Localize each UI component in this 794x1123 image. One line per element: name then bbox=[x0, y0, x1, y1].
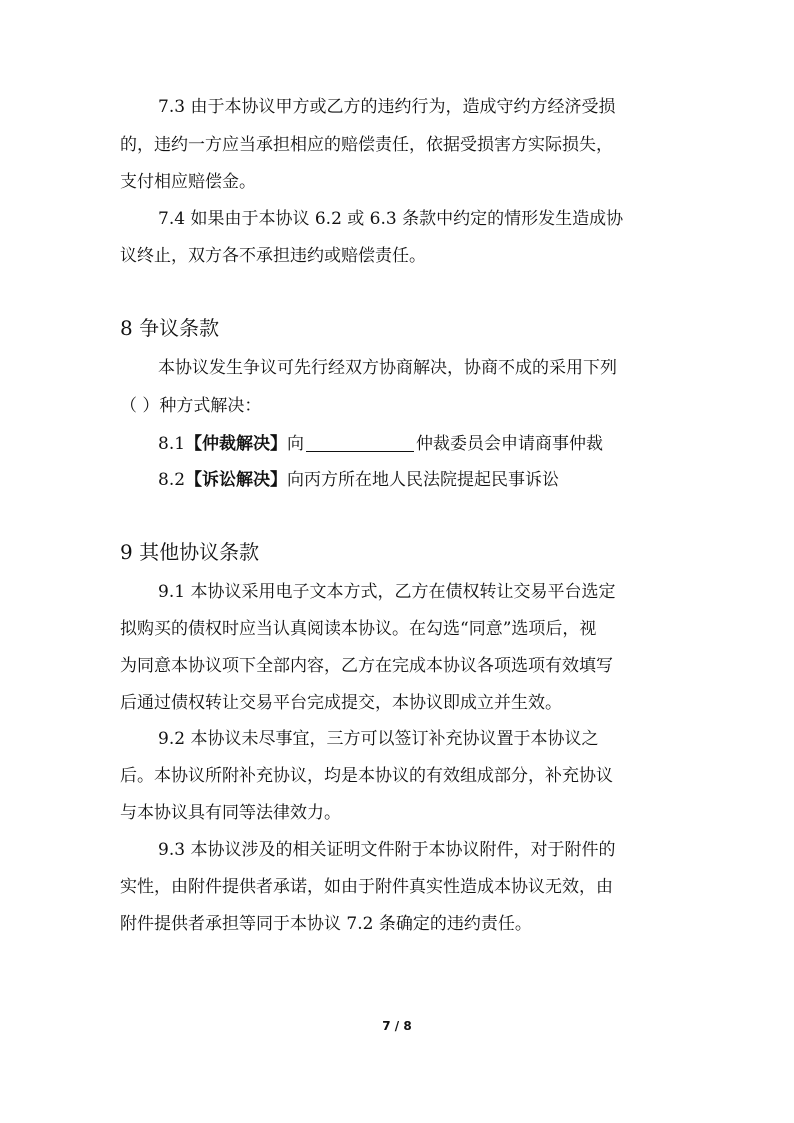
clause-8-1-post: 仲裁委员会申请商事仲裁 bbox=[416, 434, 604, 454]
clause-9-1-line-4: 后通过债权转让交易平台完成提交，本协议即成立并生效。 bbox=[120, 693, 562, 713]
clause-8-2-tag: 【诉讼解决】 bbox=[185, 470, 288, 490]
section-8-intro-line-2: （ ）种方式解决： bbox=[120, 396, 262, 416]
clause-8-1-number: 8.1 bbox=[158, 434, 186, 454]
clause-8-2-text: 向丙方所在地人民法院提起民事诉讼 bbox=[287, 470, 560, 490]
clause-8-2 bbox=[158, 470, 559, 490]
clause-7-3-line-2: 的，违约一方应当承担相应的赔偿责任，依据受损害方实际损失， bbox=[120, 135, 613, 155]
section-8-intro-line-1: 本协议发生争议可先行经双方协商解决，协商不成的采用下列 bbox=[158, 358, 617, 378]
clause-8-1-tag: 【仲裁解决】 bbox=[185, 434, 288, 454]
page-number: 7 / 8 bbox=[382, 1019, 412, 1033]
clause-7-4-line-2: 议终止，双方各不承担违约或赔偿责任。 bbox=[120, 246, 426, 266]
clause-9-2-line-3: 与本协议具有同等法律效力。 bbox=[120, 803, 341, 823]
clause-7-3-line-3: 支付相应赔偿金。 bbox=[120, 172, 256, 192]
clause-8-2-number: 8.2 bbox=[158, 470, 186, 490]
clause-9-1-line-2: 拟购买的债权时应当认真阅读本协议。在勾选“同意”选项后，视 bbox=[120, 619, 597, 639]
clause-8-1 bbox=[158, 433, 603, 454]
clause-9-2-line-2: 后。本协议所附补充协议，均是本协议的有效组成部分，补充协议 bbox=[120, 766, 613, 786]
arbitration-blank-field[interactable] bbox=[306, 433, 414, 452]
clause-9-1-line-3: 为同意本协议项下全部内容，乙方在完成本协议各项选项有效填写 bbox=[120, 656, 613, 676]
clause-7-4-line-1: 7.4 如果由于本协议 6.2 或 6.3 条款中约定的情形发生造成协 bbox=[158, 209, 624, 229]
clause-9-3-line-1: 9.3 本协议涉及的相关证明文件附于本协议附件，对于附件的 bbox=[158, 840, 616, 860]
clause-7-3-line-1: 7.3 由于本协议甲方或乙方的违约行为，造成守约方经济受损 bbox=[158, 97, 616, 117]
clause-9-2-line-1: 9.2 本协议未尽事宜，三方可以签订补充协议置于本协议之 bbox=[158, 729, 599, 749]
clause-8-1-pre: 向 bbox=[287, 434, 305, 454]
section-8-heading: 8 争议条款 bbox=[120, 316, 220, 340]
clause-9-3-line-2: 实性，由附件提供者承诺，如由于附件真实性造成本协议无效，由 bbox=[120, 877, 613, 897]
clause-9-3-line-3: 附件提供者承担等同于本协议 7.2 条确定的违约责任。 bbox=[120, 914, 532, 934]
clause-9-1-line-1: 9.1 本协议采用电子文本方式，乙方在债权转让交易平台选定 bbox=[158, 582, 616, 602]
section-9-heading: 9 其他协议条款 bbox=[120, 540, 260, 564]
